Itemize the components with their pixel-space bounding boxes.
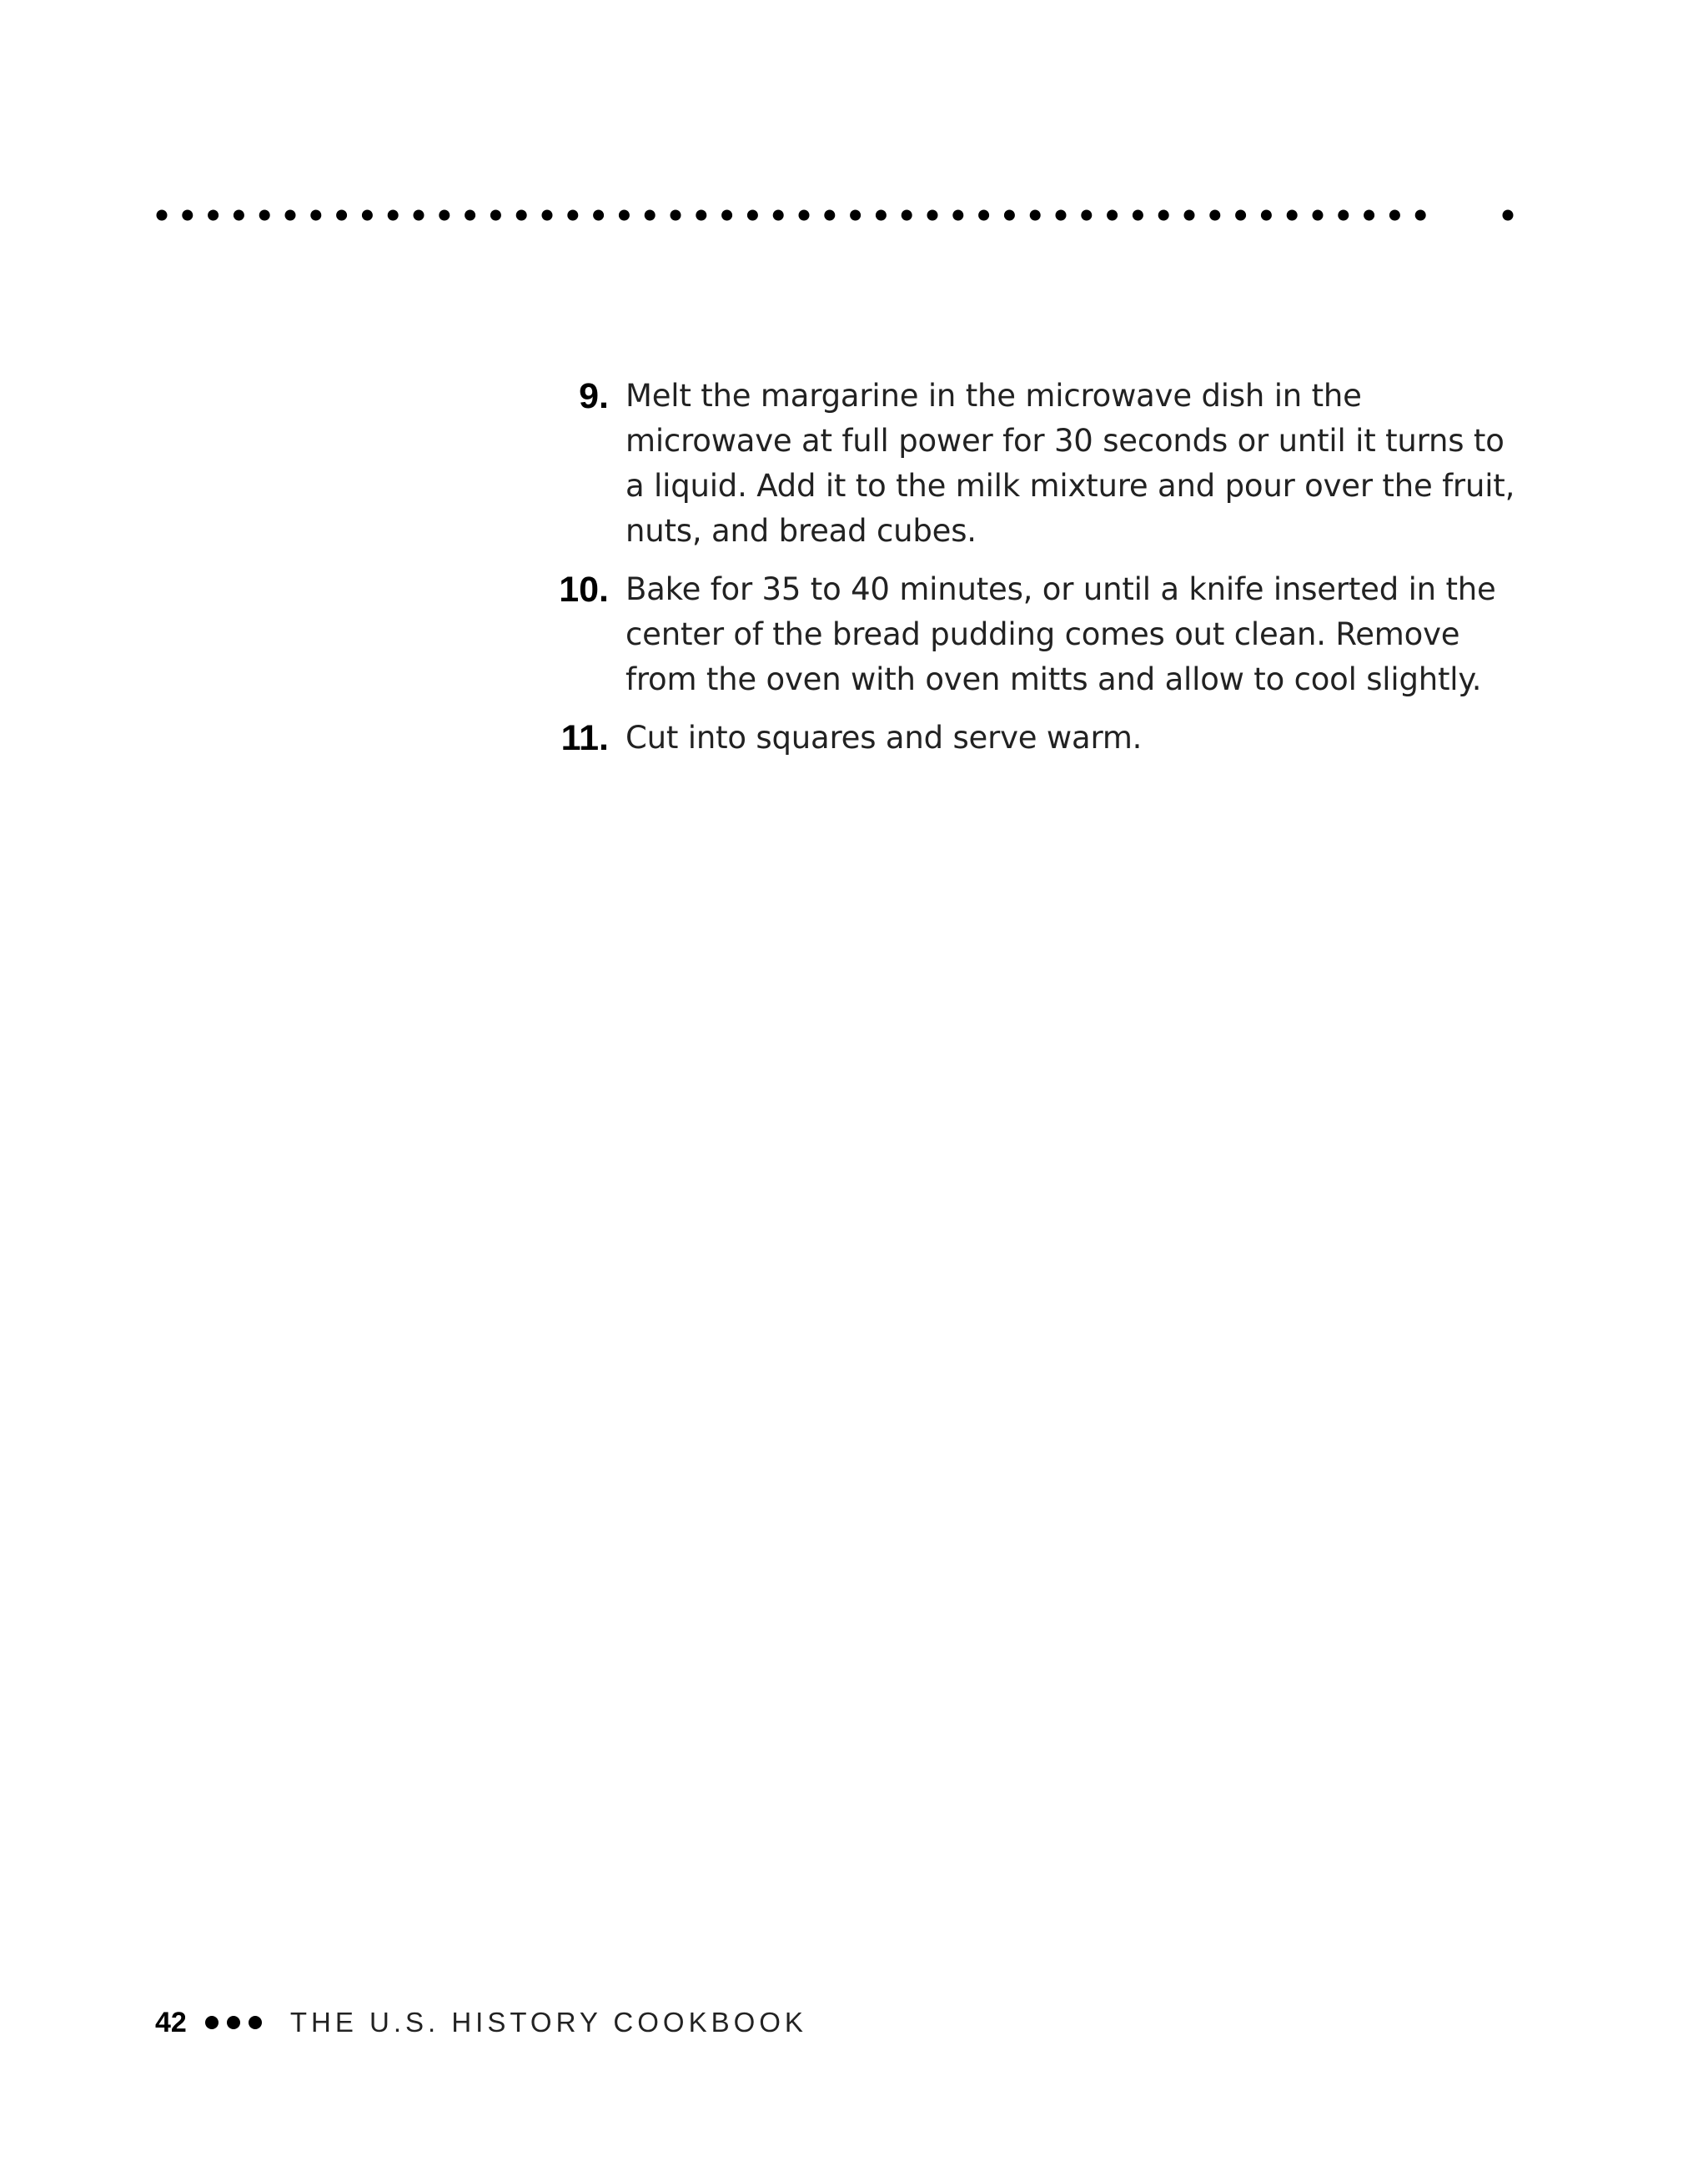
instruction-list bbox=[525, 374, 1526, 774]
divider-dot bbox=[1081, 210, 1092, 221]
dot-icon bbox=[227, 2016, 240, 2029]
divider-dot bbox=[1004, 210, 1015, 221]
divider-dot bbox=[952, 210, 963, 221]
divider-dot bbox=[1056, 210, 1067, 221]
step-text: Cut into squares and serve warm. bbox=[625, 720, 1143, 756]
divider-dot bbox=[773, 210, 784, 221]
page-footer bbox=[155, 2006, 807, 2039]
divider-dot bbox=[1133, 210, 1143, 221]
book-title: THE U.S. HISTORY COOKBOOK bbox=[289, 2007, 807, 2038]
divider-dot bbox=[1503, 210, 1514, 221]
step-number: 9. bbox=[579, 376, 609, 416]
divider-dot bbox=[1338, 210, 1349, 221]
divider-dot bbox=[157, 210, 168, 221]
divider-dot bbox=[414, 210, 424, 221]
divider-dot bbox=[516, 210, 527, 221]
divider-dot bbox=[902, 210, 912, 221]
divider-dot bbox=[619, 210, 630, 221]
divider-dot bbox=[1107, 210, 1118, 221]
instruction-step bbox=[525, 716, 1526, 761]
step-number: 10. bbox=[559, 570, 609, 610]
divider-dot bbox=[362, 210, 373, 221]
divider-dot bbox=[285, 210, 296, 221]
divider-dot bbox=[1261, 210, 1272, 221]
divider-dot bbox=[799, 210, 810, 221]
divider-dot bbox=[1030, 210, 1041, 221]
dot-icon bbox=[205, 2016, 219, 2029]
divider-dot bbox=[1313, 210, 1324, 221]
divider-dot bbox=[336, 210, 347, 221]
dot-icon bbox=[249, 2016, 262, 2029]
divider-dot bbox=[1364, 210, 1374, 221]
step-text: Bake for 35 to 40 minutes, or until a knife inserted in the center of the bread pudding comes out clean. Remove from the oven with oven mitts and allow to cool slightly. bbox=[625, 571, 1496, 697]
divider-dot bbox=[1158, 210, 1169, 221]
divider-dot bbox=[259, 210, 270, 221]
divider-dot bbox=[671, 210, 681, 221]
divider-dot bbox=[1415, 210, 1426, 221]
divider-dot bbox=[593, 210, 604, 221]
page-number: 42 bbox=[155, 2006, 187, 2038]
divider-dot bbox=[824, 210, 835, 221]
instruction-step bbox=[525, 374, 1526, 554]
divider-dot bbox=[1235, 210, 1246, 221]
divider-dot bbox=[439, 210, 450, 221]
dotted-divider bbox=[155, 205, 1518, 225]
footer-dots-icon bbox=[205, 2016, 270, 2029]
divider-dot bbox=[490, 210, 501, 221]
divider-dot bbox=[388, 210, 399, 221]
divider-dot bbox=[1287, 210, 1298, 221]
divider-dot bbox=[310, 210, 321, 221]
divider-dot bbox=[747, 210, 758, 221]
divider-dot bbox=[978, 210, 989, 221]
divider-dot bbox=[234, 210, 244, 221]
divider-dot bbox=[182, 210, 193, 221]
divider-dot bbox=[1209, 210, 1220, 221]
divider-dot bbox=[927, 210, 938, 221]
divider-dot bbox=[567, 210, 578, 221]
step-number: 11. bbox=[560, 718, 609, 758]
divider-dot bbox=[1184, 210, 1195, 221]
divider-dot bbox=[876, 210, 887, 221]
divider-dot bbox=[645, 210, 656, 221]
divider-dot bbox=[721, 210, 732, 221]
divider-dot bbox=[465, 210, 475, 221]
divider-dot bbox=[696, 210, 706, 221]
divider-dot bbox=[850, 210, 861, 221]
divider-dot bbox=[208, 210, 219, 221]
divider-dot bbox=[1389, 210, 1400, 221]
divider-dot bbox=[542, 210, 553, 221]
instruction-step bbox=[525, 567, 1526, 702]
step-text: Melt the margarine in the microwave dish in the microwave at full power for 30 seconds or until it turns to a liquid. Add it to the milk mixture and pour over the fruit, nuts, and bread cubes. bbox=[625, 378, 1515, 549]
